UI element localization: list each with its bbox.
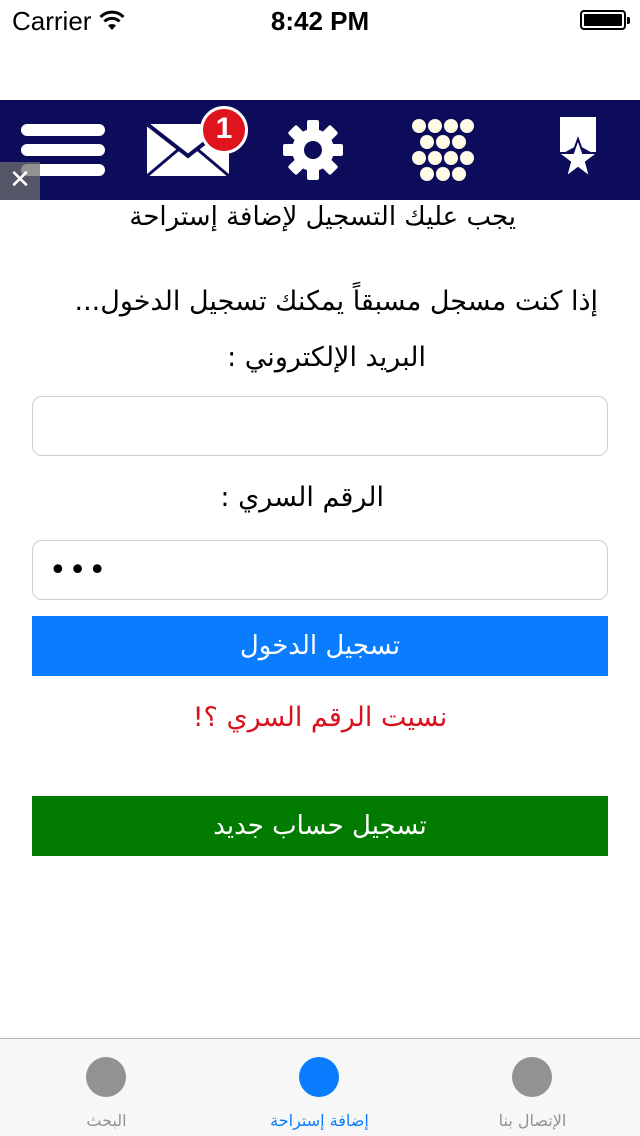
login-hint: إذا كنت مسجل مسبقاً يمكنك تسجيل الدخول...	[74, 286, 598, 317]
email-field[interactable]	[32, 396, 608, 456]
tab-search[interactable]	[0, 1039, 213, 1136]
battery-icon	[580, 10, 626, 30]
password-field[interactable]	[32, 540, 608, 600]
tab-contact-us-icon	[512, 1057, 552, 1097]
tab-search-label: البحث	[86, 1111, 127, 1130]
favorites-button[interactable]	[528, 112, 628, 188]
registration-notice: يجب عليك التسجيل لإضافة إستراحة	[129, 202, 516, 232]
register-button[interactable]: تسجيل حساب جديد	[32, 796, 608, 856]
tab-add-rest-house-label: إضافة إستراحة	[270, 1111, 369, 1130]
tab-contact-us-label: الإتصال بنا	[498, 1111, 567, 1130]
star-bookmark-icon	[552, 115, 604, 185]
gear-icon	[281, 118, 345, 182]
password-label: الرقم السري :	[220, 482, 384, 513]
tab-add-rest-house[interactable]	[213, 1039, 426, 1136]
messages-badge: 1	[200, 106, 248, 154]
close-button[interactable]: ✕	[0, 162, 40, 200]
grid-button[interactable]	[393, 112, 493, 188]
settings-button[interactable]	[263, 112, 363, 188]
tab-contact-us[interactable]	[426, 1039, 639, 1136]
tab-search-icon	[86, 1057, 126, 1097]
email-label: البريد الإلكتروني :	[227, 342, 426, 373]
forgot-password-link[interactable]: نسيت الرقم السري ؟!	[192, 702, 448, 733]
top-toolbar	[0, 100, 640, 200]
grid-dots-icon	[410, 117, 476, 183]
tab-add-rest-house-icon	[299, 1057, 339, 1097]
carrier-label: Carrier	[12, 6, 92, 36]
login-button[interactable]: تسجيل الدخول	[32, 616, 608, 676]
tab-bar	[0, 1038, 640, 1136]
clock: 8:42 PM	[270, 6, 370, 36]
status-bar	[0, 0, 640, 40]
